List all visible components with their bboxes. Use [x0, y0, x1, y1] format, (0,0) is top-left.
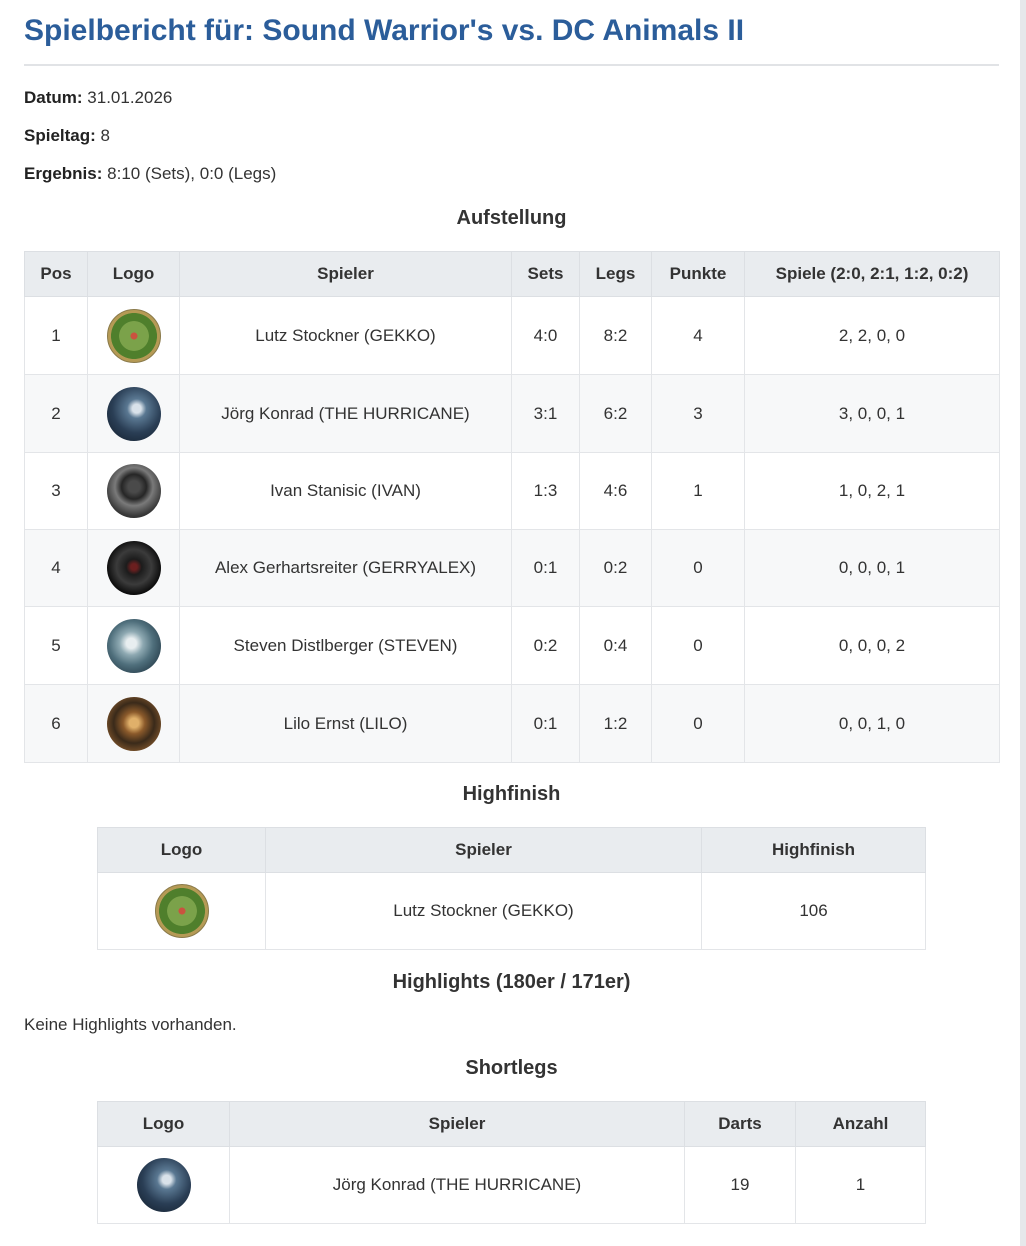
pos-cell: 2 — [25, 375, 88, 453]
aufstellung-table — [24, 251, 1000, 763]
spiele-cell: 1, 0, 2, 1 — [745, 453, 1000, 530]
legs-cell: 0:2 — [580, 530, 652, 607]
highfinish-cell: 106 — [702, 873, 926, 950]
punkte-cell: 0 — [652, 685, 745, 763]
black-panther-logo-icon — [107, 541, 161, 595]
col-spieler: Spieler — [230, 1102, 685, 1147]
shortlegs-table — [97, 1101, 926, 1224]
meta-spieltag — [24, 126, 110, 146]
sets-cell: 0:2 — [512, 607, 580, 685]
spiele-cell: 0, 0, 0, 2 — [745, 607, 1000, 685]
logo-cell — [88, 297, 180, 375]
pos-cell: 4 — [25, 530, 88, 607]
table-row — [25, 607, 1000, 685]
highfinish-table — [97, 827, 926, 950]
spieler-cell: Jörg Konrad (THE HURRICANE) — [180, 375, 512, 453]
col-logo: Logo — [98, 1102, 230, 1147]
spieler-cell: Lutz Stockner (GEKKO) — [180, 297, 512, 375]
aufstellung-header-row — [25, 252, 1000, 297]
tiger-logo-icon — [107, 697, 161, 751]
logo-cell — [98, 1147, 230, 1224]
gekko-dartboard-logo-icon — [155, 884, 209, 938]
shark-logo-icon — [107, 619, 161, 673]
col-punkte: Punkte — [652, 252, 745, 297]
page-edge — [1020, 0, 1026, 1246]
spiele-cell: 3, 0, 0, 1 — [745, 375, 1000, 453]
meta-ergebnis — [24, 164, 276, 184]
pos-cell: 3 — [25, 453, 88, 530]
legs-cell: 1:2 — [580, 685, 652, 763]
legs-cell: 6:2 — [580, 375, 652, 453]
col-legs: Legs — [580, 252, 652, 297]
title-divider — [24, 64, 999, 66]
highlights-heading: Highlights (180er / 171er) — [392, 971, 631, 993]
logo-cell — [88, 530, 180, 607]
sets-cell: 3:1 — [512, 375, 580, 453]
datum-label: Datum: — [24, 88, 83, 107]
col-spiele: Spiele (2:0, 2:1, 1:2, 0:2) — [745, 252, 1000, 297]
sets-cell: 0:1 — [512, 530, 580, 607]
hurricane-eagle-logo-icon — [107, 387, 161, 441]
col-sets: Sets — [512, 252, 580, 297]
pos-cell: 6 — [25, 685, 88, 763]
darts-cell: 19 — [685, 1147, 796, 1224]
col-spieler: Spieler — [266, 828, 702, 873]
spieltag-label: Spieltag: — [24, 126, 96, 145]
logo-cell — [88, 453, 180, 530]
pos-cell: 5 — [25, 607, 88, 685]
col-anzahl: Anzahl — [796, 1102, 926, 1147]
table-row — [25, 297, 1000, 375]
spiele-cell: 2, 2, 0, 0 — [745, 297, 1000, 375]
sets-cell: 0:1 — [512, 685, 580, 763]
col-darts: Darts — [685, 1102, 796, 1147]
datum-value: 31.01.2026 — [87, 88, 173, 107]
col-logo: Logo — [98, 828, 266, 873]
spieler-cell: Lutz Stockner (GEKKO) — [266, 873, 702, 950]
shortlegs-heading: Shortlegs — [465, 1057, 558, 1079]
punkte-cell: 0 — [652, 607, 745, 685]
aufstellung-heading: Aufstellung — [456, 207, 567, 229]
col-spieler: Spieler — [180, 252, 512, 297]
highfinish-heading: Highfinish — [462, 783, 561, 805]
spieltag-value: 8 — [100, 126, 110, 145]
spieler-cell: Steven Distlberger (STEVEN) — [180, 607, 512, 685]
spieler-cell: Ivan Stanisic (IVAN) — [180, 453, 512, 530]
hooded-figure-logo-icon — [107, 464, 161, 518]
table-row — [98, 873, 926, 950]
anzahl-cell: 1 — [796, 1147, 926, 1224]
legs-cell: 0:4 — [580, 607, 652, 685]
legs-cell: 8:2 — [580, 297, 652, 375]
punkte-cell: 4 — [652, 297, 745, 375]
spieler-cell: Lilo Ernst (LILO) — [180, 685, 512, 763]
logo-cell — [88, 375, 180, 453]
logo-cell — [88, 607, 180, 685]
spieler-cell: Jörg Konrad (THE HURRICANE) — [230, 1147, 685, 1224]
logo-cell — [98, 873, 266, 950]
sets-cell: 1:3 — [512, 453, 580, 530]
hurricane-eagle-logo-icon — [137, 1158, 191, 1212]
spiele-cell: 0, 0, 1, 0 — [745, 685, 1000, 763]
shortlegs-header-row — [98, 1102, 926, 1147]
pos-cell: 1 — [25, 297, 88, 375]
col-logo: Logo — [88, 252, 180, 297]
spiele-cell: 0, 0, 0, 1 — [745, 530, 1000, 607]
spieler-cell: Alex Gerhartsreiter (GERRYALEX) — [180, 530, 512, 607]
table-row — [25, 453, 1000, 530]
page-title: Spielbericht für: Sound Warrior's vs. DC Animals II — [24, 14, 745, 47]
col-pos: Pos — [25, 252, 88, 297]
logo-cell — [88, 685, 180, 763]
highlights-empty-text: Keine Highlights vorhanden. — [24, 1015, 237, 1034]
table-row — [25, 530, 1000, 607]
punkte-cell: 3 — [652, 375, 745, 453]
ergebnis-value: 8:10 (Sets), 0:0 (Legs) — [107, 164, 277, 183]
col-highfinish: Highfinish — [702, 828, 926, 873]
table-row — [25, 685, 1000, 763]
sets-cell: 4:0 — [512, 297, 580, 375]
legs-cell: 4:6 — [580, 453, 652, 530]
gekko-dartboard-logo-icon — [107, 309, 161, 363]
punkte-cell: 0 — [652, 530, 745, 607]
highfinish-header-row — [98, 828, 926, 873]
ergebnis-label: Ergebnis: — [24, 164, 103, 183]
table-row — [98, 1147, 926, 1224]
meta-datum — [24, 88, 172, 108]
punkte-cell: 1 — [652, 453, 745, 530]
table-row — [25, 375, 1000, 453]
